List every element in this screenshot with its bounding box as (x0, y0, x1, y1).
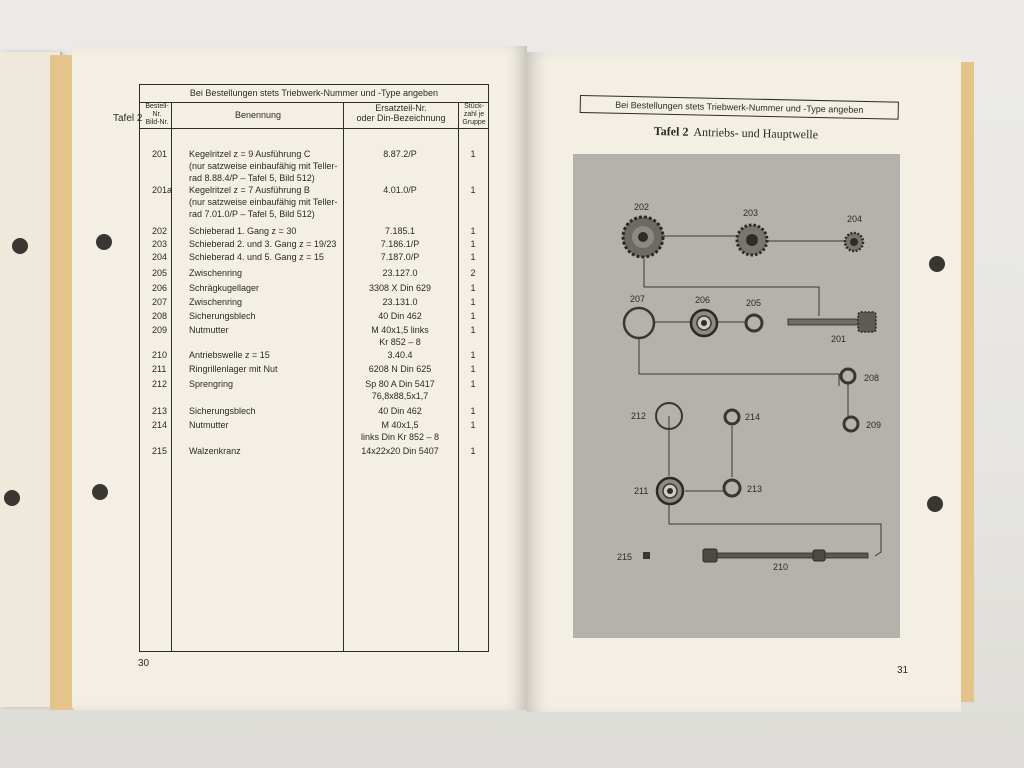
cell-line: Walzenkranz (189, 446, 241, 456)
cell-line: Kegelritzel z = 7 Ausführung B (189, 185, 310, 195)
row-part (344, 184, 456, 196)
row-part (344, 445, 456, 457)
label-211: 211 (634, 486, 649, 496)
punch-hole (92, 484, 108, 500)
row-number: 201a (152, 185, 173, 195)
row-number: 213 (152, 406, 168, 416)
row-name (189, 148, 349, 184)
cell-line: Ringrillenlager mit Nut (189, 364, 278, 374)
punch-hole (12, 238, 28, 254)
row-part (344, 378, 456, 402)
cell-line: 7.187.0/P (380, 252, 420, 262)
bearing-211-icon (657, 478, 683, 504)
row-number: 214 (152, 420, 168, 430)
row-part (344, 296, 456, 308)
cell-line: Sp 80 A Din 5417 (365, 379, 435, 389)
row-name (189, 378, 349, 390)
row-quantity: 1 (470, 226, 476, 236)
col-header-line: Nr. (152, 111, 162, 118)
cell-line: 8.87.2/P (383, 149, 417, 159)
diagram-labels (617, 202, 881, 572)
row-name (189, 225, 349, 237)
label-208: 208 (864, 373, 880, 383)
row-quantity: 1 (470, 364, 476, 374)
row-number: 208 (152, 311, 168, 321)
pinion-shaft-201-icon (788, 312, 876, 332)
cell-line: Nutmutter (189, 420, 229, 430)
cell-line: (nur satzweise einbaufähig mit Teller- (189, 161, 338, 171)
col-header-bild-nr (142, 103, 172, 127)
cell-line: 23.131.0 (382, 297, 418, 307)
plate-caption: Antriebs- und Hauptwelle (693, 124, 819, 142)
tafel-label: Tafel 2 (113, 113, 143, 124)
roller-215-icon (643, 552, 650, 559)
row-number: 211 (152, 364, 167, 374)
cell-line: 76,8x88,5x1,7 (371, 391, 429, 401)
label-213: 213 (747, 484, 763, 494)
cell-line: 7.186.1/P (380, 239, 420, 249)
cell-line: Schieberad 1. Gang z = 30 (189, 226, 297, 236)
row-number: 204 (152, 252, 168, 262)
label-215: 215 (617, 552, 633, 562)
cell-line: M 40x1,5 (381, 420, 419, 430)
row-number: 206 (152, 283, 168, 293)
row-name (189, 445, 349, 457)
row-number: 201 (152, 149, 168, 159)
row-quantity: 2 (470, 268, 476, 278)
row-name (189, 310, 349, 322)
punch-hole (96, 234, 112, 250)
row-quantity: 1 (470, 283, 476, 293)
punch-hole (929, 256, 945, 272)
cell-line: (nur satzweise einbaufähig mit Teller- (189, 197, 338, 207)
drive-shaft-210-icon (703, 549, 868, 562)
row-name (189, 363, 349, 375)
ring-207-icon (624, 308, 654, 338)
row-name (189, 238, 349, 250)
row-part (344, 363, 456, 375)
label-202: 202 (634, 202, 650, 212)
punch-hole (927, 496, 943, 512)
gear-203-icon (737, 225, 767, 255)
connector-lines (639, 236, 881, 556)
row-name (189, 419, 349, 431)
label-214: 214 (745, 412, 761, 422)
row-quantity: 1 (470, 420, 476, 430)
row-number: 203 (152, 239, 168, 249)
cell-line: 40 Din 462 (378, 311, 422, 321)
page-number-right: 31 (897, 665, 909, 676)
cell-line: rad 7.01.0/P – Tafel 5, Bild 512) (189, 209, 315, 219)
cell-line: Zwischenring (189, 268, 243, 278)
row-quantity: 1 (470, 185, 476, 195)
label-203: 203 (743, 208, 759, 218)
cell-line: 3.40.4 (387, 350, 413, 360)
row-part (344, 405, 456, 417)
cell-line: 4.01.0/P (383, 185, 417, 195)
cell-line: 23.127.0 (382, 268, 418, 278)
row-part (344, 225, 456, 237)
row-quantity: 1 (470, 252, 476, 262)
row-number: 210 (152, 350, 168, 360)
bearing-206-icon (691, 310, 717, 336)
label-210: 210 (773, 562, 789, 572)
row-name (189, 296, 349, 308)
col-header-line: Gruppe (462, 119, 486, 126)
punch-hole (4, 490, 20, 506)
order-note-right: Bei Bestellungen stets Triebwerk-Nummer und -Type angeben (580, 95, 899, 120)
col-header-line: Ersatzteil-Nr. (375, 103, 427, 113)
row-quantity: 1 (470, 406, 476, 416)
cell-line: Zwischenring (189, 297, 243, 307)
row-number: 212 (152, 379, 168, 389)
row-part (344, 238, 456, 250)
order-note: Bei Bestellungen stets Triebwerk-Nummer und -Type angeben (140, 85, 488, 103)
label-201: 201 (831, 334, 847, 344)
page-number-left: 30 (138, 658, 150, 669)
nut-209-icon (844, 417, 858, 431)
row-name (189, 324, 349, 336)
cell-line: Schieberad 2. und 3. Gang z = 19/23 (189, 239, 337, 249)
row-name (189, 349, 349, 361)
cell-line: links Din Kr 852 – 8 (360, 432, 440, 442)
cell-line: 6208 N Din 625 (368, 364, 432, 374)
row-quantity: 1 (470, 239, 476, 249)
cell-line: Kr 852 – 8 (379, 337, 421, 347)
row-quantity: 1 (470, 446, 476, 456)
row-number: 215 (152, 446, 168, 456)
cell-line: Kegelritzel z = 9 Ausführung C (189, 149, 311, 159)
ring-205-icon (746, 315, 762, 331)
row-part (344, 310, 456, 322)
label-207: 207 (630, 294, 646, 304)
cell-line: 14x22x20 Din 5407 (361, 446, 439, 456)
row-part (344, 267, 456, 279)
label-212: 212 (631, 411, 647, 421)
row-part (344, 282, 456, 294)
cell-line: 40 Din 462 (378, 406, 422, 416)
row-part (344, 148, 456, 160)
cell-line: Schrägkugellager (189, 283, 260, 293)
row-part (344, 419, 456, 443)
label-209: 209 (866, 420, 882, 430)
gear-202-icon (623, 217, 663, 257)
header-divider (140, 128, 488, 129)
row-number: 209 (152, 325, 168, 335)
row-quantity: 1 (470, 311, 476, 321)
ring-208-icon (841, 369, 855, 383)
row-number: 202 (152, 226, 168, 236)
col-header-line: zahl je (463, 111, 485, 118)
row-name (189, 267, 349, 279)
col-header-line: Stück- (464, 103, 484, 110)
row-part (344, 349, 456, 361)
row-quantity: 1 (470, 325, 476, 335)
col-header-line: Bestell- (145, 103, 169, 110)
cell-line: rad 8.88.4/P – Tafel 5, Bild 512) (189, 173, 315, 183)
cell-line: 7.185.1 (384, 226, 416, 236)
cell-line: 3308 X Din 629 (368, 283, 432, 293)
row-quantity: 1 (470, 350, 476, 360)
row-number: 207 (152, 297, 168, 307)
nut-214-icon (725, 410, 739, 424)
row-quantity: 1 (470, 149, 476, 159)
col-header-ersatzteil (344, 103, 458, 127)
ring-213-icon (724, 480, 740, 496)
row-name (189, 282, 349, 294)
parts-diagram (573, 154, 900, 638)
cell-line: Schieberad 4. und 5. Gang z = 15 (189, 252, 324, 262)
row-name (189, 405, 349, 417)
row-number: 205 (152, 268, 168, 278)
col-header-stueck (458, 103, 490, 127)
row-quantity: 1 (470, 297, 476, 307)
cell-line: Sicherungsblech (189, 311, 256, 321)
col-header-line: Bild-Nr. (145, 119, 169, 126)
col-header-line: oder Din-Bezeichnung (356, 113, 446, 123)
label-205: 205 (746, 298, 762, 308)
cell-line: Sprengring (189, 379, 234, 389)
label-204: 204 (847, 214, 863, 224)
row-name (189, 251, 349, 263)
cell-line: Antriebswelle z = 15 (189, 350, 270, 360)
row-part (344, 324, 456, 348)
plate-number: Tafel 2 (653, 124, 689, 139)
cell-line: Nutmutter (189, 325, 229, 335)
cell-line: M 40x1,5 links (371, 325, 429, 335)
row-part (344, 251, 456, 263)
col-header-benennung: Benennung (234, 110, 282, 120)
label-206: 206 (695, 295, 711, 305)
row-quantity: 1 (470, 379, 476, 389)
cell-line: Sicherungsblech (189, 406, 256, 416)
gear-204-icon (845, 233, 863, 251)
row-name (189, 184, 349, 220)
